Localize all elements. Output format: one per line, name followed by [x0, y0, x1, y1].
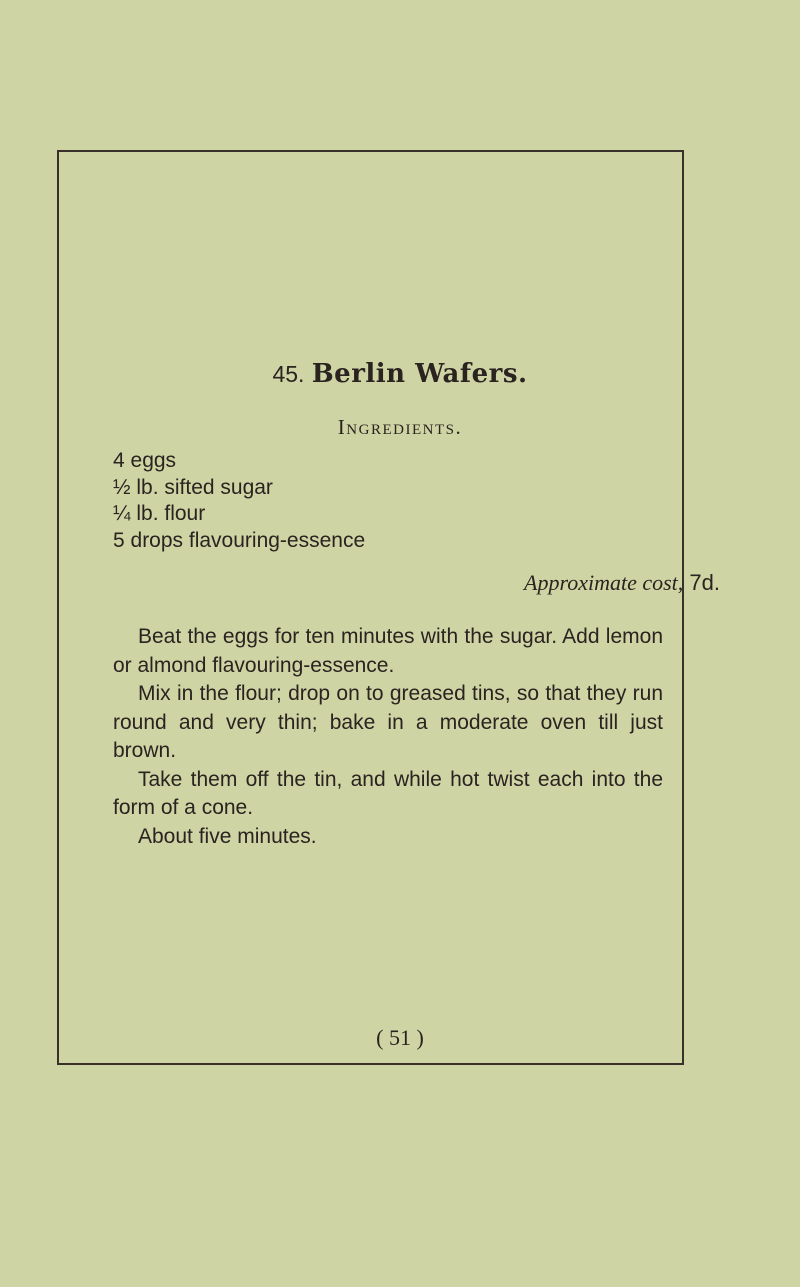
- ingredients-heading: Ingredients.: [337, 415, 463, 439]
- bottom-rule: [57, 1063, 684, 1065]
- cost-value: 7d.: [689, 570, 720, 595]
- method-text: [113, 623, 663, 851]
- ingredient-item: ½ lb. sifted sugar: [113, 475, 273, 499]
- ingredients-list: [113, 448, 365, 554]
- recipe-title: [0, 357, 800, 390]
- ingredient-item: 5 drops flavouring-essence: [113, 528, 366, 552]
- ingredient-item: ¼ lb. flour: [113, 502, 206, 525]
- method-paragraph: Take them off the tin, and while hot twist each into the form of a cone.: [113, 767, 663, 819]
- recipe-name: Berlin Wafers.: [311, 359, 528, 389]
- recipe-number: 45.: [272, 361, 305, 387]
- page-frame: [57, 150, 684, 1065]
- page-number: ( 51 ): [376, 1025, 424, 1050]
- approximate-cost: [524, 569, 720, 597]
- cost-label: Approximate cost,: [524, 570, 684, 595]
- method-paragraph: Mix in the flour; drop on to greased tins, so that they run round and very thin; bake in a moderate oven till just brown.: [113, 682, 663, 762]
- method-paragraph: Beat the eggs for ten minutes with the sugar. Add lemon or almond flavouring-essence.: [113, 625, 663, 677]
- top-rule: [57, 150, 684, 152]
- method-paragraph: About five minutes.: [138, 824, 317, 848]
- ingredient-item: 4 eggs: [113, 449, 177, 472]
